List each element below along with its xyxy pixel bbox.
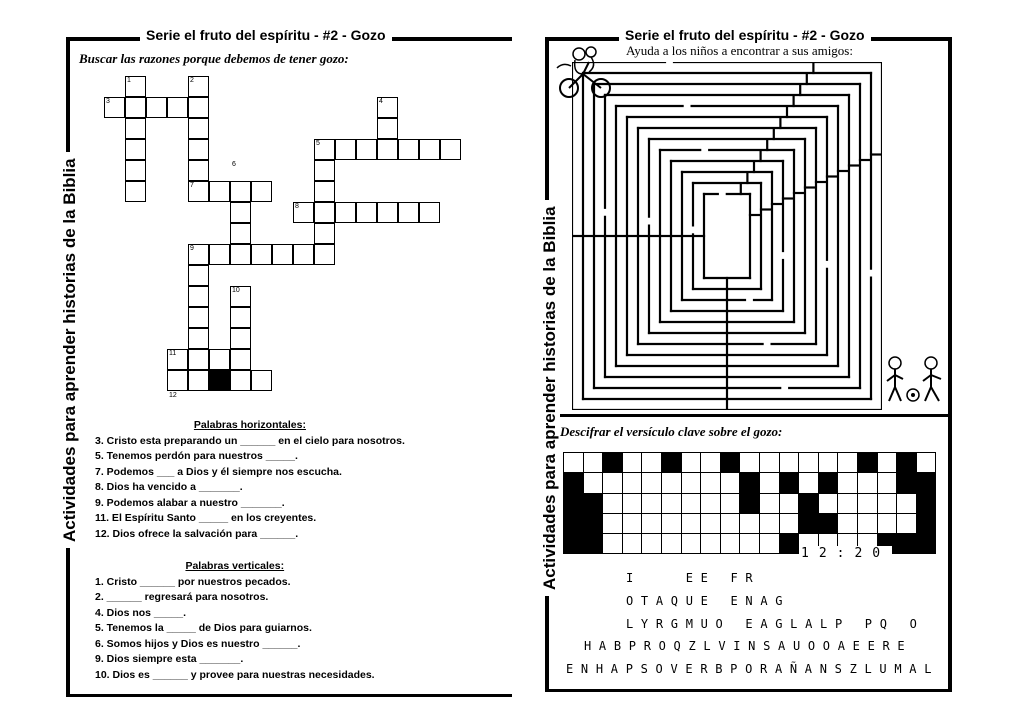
decode-cell[interactable] [681, 473, 701, 493]
decode-cell[interactable] [916, 513, 936, 533]
decode-cell[interactable] [779, 513, 799, 533]
decode-cell[interactable] [564, 493, 584, 513]
crossword-cell[interactable] [230, 202, 251, 223]
left-header: Serie el fruto del espíritu - #2 - Gozo [140, 27, 392, 43]
decode-cell[interactable] [720, 453, 740, 473]
crossword-cell[interactable] [335, 139, 356, 160]
right-header: Serie el fruto del espíritu - #2 - Gozo [619, 27, 871, 43]
crossword-instruction: Buscar las razones porque debemos de tener gozo: [79, 51, 349, 66]
crossword-cell[interactable] [146, 97, 167, 118]
crossword-number: 10 [232, 287, 240, 294]
decode-cell[interactable] [681, 493, 701, 513]
horizontal-clues [95, 418, 405, 542]
horizontal-title: Palabras horizontales: [193, 419, 306, 431]
crossword-cell[interactable] [125, 181, 146, 202]
decode-cell[interactable] [622, 513, 642, 533]
crossword-cell[interactable] [167, 370, 188, 391]
decode-cell[interactable] [720, 473, 740, 493]
decode-cell[interactable] [661, 534, 681, 554]
decode-cell[interactable] [701, 513, 721, 533]
crossword-cell[interactable] [377, 118, 398, 139]
crossword-cell[interactable] [356, 139, 377, 160]
decode-cell[interactable] [759, 493, 779, 513]
decode-cell[interactable] [603, 513, 623, 533]
crossword-cell[interactable] [377, 139, 398, 160]
crossword-cell[interactable] [188, 286, 209, 307]
left-bottom-rule [66, 694, 512, 697]
crossword-cell[interactable] [188, 139, 209, 160]
decode-cell[interactable] [681, 453, 701, 473]
crossword-number: 2 [190, 77, 194, 84]
decode-cell[interactable] [740, 513, 760, 533]
maze-instruction: Ayuda a los niños a encontrar a sus amigos: [626, 43, 853, 58]
crossword-cell[interactable] [188, 265, 209, 286]
decode-cell[interactable] [916, 453, 936, 473]
clue: 2. ______ regresará para nosotros. [95, 591, 269, 603]
crossword-cell[interactable] [188, 160, 209, 181]
clue: 8. Dios ha vencido a _______. [95, 481, 243, 493]
crossword-cell[interactable] [230, 370, 251, 391]
crossword-cell[interactable] [230, 244, 251, 265]
decode-cell[interactable] [564, 473, 584, 493]
decode-cell[interactable] [681, 513, 701, 533]
crossword-number: 5 [316, 140, 320, 147]
decode-cell[interactable] [838, 453, 858, 473]
crossword-cell[interactable] [419, 202, 440, 223]
clue: 10. Dios es ______ y provee para nuestras necesidades. [95, 668, 375, 681]
decode-cell[interactable] [759, 453, 779, 473]
decode-cell[interactable] [916, 473, 936, 493]
crossword-cell[interactable] [314, 202, 335, 223]
decode-cell[interactable] [818, 513, 838, 533]
crossword-cell[interactable] [125, 160, 146, 181]
crossword-cell[interactable] [125, 118, 146, 139]
decode-cell[interactable] [661, 513, 681, 533]
decode-cell[interactable] [897, 493, 917, 513]
decode-cell[interactable] [897, 513, 917, 533]
crossword-cell[interactable] [167, 97, 188, 118]
letter-row: HABPROQZLVINSAUOOAEERE [584, 639, 913, 653]
crossword-cell[interactable] [377, 202, 398, 223]
crossword-cell[interactable] [230, 328, 251, 349]
decode-cell[interactable] [603, 453, 623, 473]
left-side-title: Actividades para aprender historias de la Biblia [60, 152, 80, 548]
crossword-cell[interactable] [251, 181, 272, 202]
decode-cell[interactable] [720, 513, 740, 533]
decode-cell[interactable] [642, 513, 662, 533]
decode-cell[interactable] [877, 513, 897, 533]
crossword-cell[interactable] [314, 244, 335, 265]
decode-cell[interactable] [603, 493, 623, 513]
decode-cell[interactable] [622, 493, 642, 513]
crossword-cell[interactable] [125, 97, 146, 118]
decode-cell[interactable] [759, 513, 779, 533]
decode-cell[interactable] [661, 493, 681, 513]
right-side-title: Actividades para aprender historias de la Biblia [540, 200, 560, 596]
crossword-cell[interactable] [188, 349, 209, 370]
letter-row: LYRGMUO EAGLALP PQ O [626, 617, 925, 631]
vertical-title: Palabras verticales: [185, 560, 285, 572]
crossword-cell[interactable] [314, 160, 335, 181]
letter-row: I EE FR [626, 571, 761, 585]
decode-cell[interactable] [701, 534, 721, 554]
crossword-cell[interactable] [356, 202, 377, 223]
verse-reference: 12:20 [801, 546, 891, 561]
crossword-cell[interactable] [335, 202, 356, 223]
decode-cell[interactable] [779, 473, 799, 493]
crossword-number: 12 [169, 392, 177, 399]
decode-cell[interactable] [818, 493, 838, 513]
decode-cell[interactable] [583, 534, 603, 554]
crossword-cell[interactable] [209, 244, 230, 265]
decode-cell[interactable] [603, 534, 623, 554]
decode-cell[interactable] [818, 453, 838, 473]
crossword-cell[interactable] [188, 97, 209, 118]
crossword-number: 11 [169, 350, 177, 357]
decode-cell[interactable] [838, 473, 858, 493]
crossword-cell[interactable] [209, 370, 230, 391]
decode-cell[interactable] [897, 473, 917, 493]
decode-grid [563, 452, 936, 554]
clue: 3. Cristo esta preparando un ______ en el cielo para nosotros. [95, 434, 405, 447]
decode-cell[interactable] [603, 473, 623, 493]
decode-cell[interactable] [720, 493, 740, 513]
decode-cell[interactable] [661, 473, 681, 493]
crossword-cell[interactable] [230, 349, 251, 370]
decode-cell[interactable] [838, 493, 858, 513]
crossword-cell[interactable] [251, 370, 272, 391]
decode-cell[interactable] [799, 473, 819, 493]
crossword-cell[interactable] [314, 181, 335, 202]
decode-cell[interactable] [681, 534, 701, 554]
clue: 7. Podemos ___ a Dios y él siempre nos escucha. [95, 465, 342, 478]
crossword-number: 8 [295, 203, 299, 210]
crossword-number: 9 [190, 245, 194, 252]
vertical-clues [95, 559, 375, 683]
decode-cell[interactable] [857, 453, 877, 473]
decode-cell[interactable] [564, 513, 584, 533]
clue: 12. Dios ofrece la salvación para ______. [95, 527, 299, 540]
crossword-cell[interactable] [314, 223, 335, 244]
right-right-rule [948, 37, 952, 691]
crossword-cell[interactable] [188, 328, 209, 349]
decode-cell[interactable] [779, 534, 799, 554]
clue: 9. Podemos alabar a nuestro _______. [95, 496, 285, 509]
crossword-cell[interactable] [440, 139, 461, 160]
decode-cell[interactable] [583, 493, 603, 513]
decode-cell[interactable] [897, 534, 917, 554]
decode-cell[interactable] [857, 493, 877, 513]
crossword-cell[interactable] [209, 181, 230, 202]
clue: 5. Tenemos perdón para nuestros _____. [95, 450, 298, 462]
decode-cell[interactable] [701, 493, 721, 513]
decode-cell[interactable] [779, 453, 799, 473]
soccer-kids-icon [885, 355, 947, 413]
crossword-number: 3 [106, 98, 110, 105]
crossword-cell[interactable] [230, 181, 251, 202]
crossword-number: 4 [379, 98, 383, 105]
decode-cell[interactable] [583, 453, 603, 473]
decode-cell[interactable] [779, 493, 799, 513]
crossword-cell[interactable] [188, 307, 209, 328]
maze [572, 62, 882, 410]
crossword-cell[interactable] [419, 139, 440, 160]
decode-cell[interactable] [740, 453, 760, 473]
decode-cell[interactable] [564, 534, 584, 554]
decode-cell[interactable] [818, 473, 838, 493]
decode-cell[interactable] [583, 473, 603, 493]
decode-cell[interactable] [799, 513, 819, 533]
crossword-cell[interactable] [272, 244, 293, 265]
decode-cell[interactable] [642, 534, 662, 554]
decode-cell[interactable] [701, 453, 721, 473]
decode-cell[interactable] [622, 534, 642, 554]
clue: 5. Tenemos la _____ de Dios para guiarnos. [95, 622, 312, 634]
letter-row: OTAQUE ENAG [626, 594, 791, 608]
clue: 11. El Espíritu Santo _____ en los creyentes. [95, 512, 317, 524]
crossword-number: 7 [190, 182, 194, 189]
decode-cell[interactable] [877, 453, 897, 473]
decode-cell[interactable] [857, 473, 877, 493]
crossword-grid [0, 0, 512, 420]
clue: 4. Dios nos _____. [95, 606, 187, 619]
decode-cell[interactable] [740, 534, 760, 554]
decode-cell[interactable] [622, 453, 642, 473]
crossword-cell[interactable] [293, 244, 314, 265]
decode-cell[interactable] [857, 513, 877, 533]
crossword-cell[interactable] [188, 118, 209, 139]
crossword-number: 1 [127, 77, 131, 84]
decode-instruction: Descifrar el versículo clave sobre el gozo: [560, 424, 783, 439]
crossword-cell[interactable] [230, 307, 251, 328]
decode-cell[interactable] [642, 453, 662, 473]
decode-cell[interactable] [701, 473, 721, 493]
decode-cell[interactable] [642, 493, 662, 513]
decode-cell[interactable] [720, 534, 740, 554]
decode-cell[interactable] [622, 473, 642, 493]
decode-cell[interactable] [583, 513, 603, 533]
decode-cell[interactable] [897, 453, 917, 473]
decode-cell[interactable] [799, 493, 819, 513]
right-bottom-rule [545, 689, 952, 692]
decode-cell[interactable] [916, 493, 936, 513]
decode-cell[interactable] [740, 473, 760, 493]
decode-cell[interactable] [564, 453, 584, 473]
decode-cell[interactable] [799, 453, 819, 473]
crossword-number: 6 [232, 161, 236, 168]
crossword-cell[interactable] [188, 370, 209, 391]
crossword-cell[interactable] [209, 349, 230, 370]
decode-cell[interactable] [759, 534, 779, 554]
decode-cell[interactable] [877, 473, 897, 493]
decode-cell[interactable] [877, 493, 897, 513]
clue: 6. Somos hijos y Dios es nuestro ______. [95, 637, 301, 650]
crossword-cell[interactable] [251, 244, 272, 265]
decode-cell[interactable] [740, 493, 760, 513]
clue: 9. Dios siempre esta _______. [95, 653, 244, 665]
decode-cell[interactable] [661, 453, 681, 473]
right-middle-rule [545, 414, 952, 417]
decode-cell[interactable] [759, 473, 779, 493]
crossword-cell[interactable] [125, 139, 146, 160]
crossword-cell[interactable] [398, 139, 419, 160]
decode-cell[interactable] [838, 513, 858, 533]
crossword-cell[interactable] [398, 202, 419, 223]
decode-cell[interactable] [642, 473, 662, 493]
decode-cell[interactable] [916, 534, 936, 554]
crossword-cell[interactable] [230, 223, 251, 244]
letter-row: ENHAPSOVERBPORAÑANSZLUMAL [566, 662, 940, 676]
clue: 1. Cristo ______ por nuestros pecados. [95, 575, 291, 588]
